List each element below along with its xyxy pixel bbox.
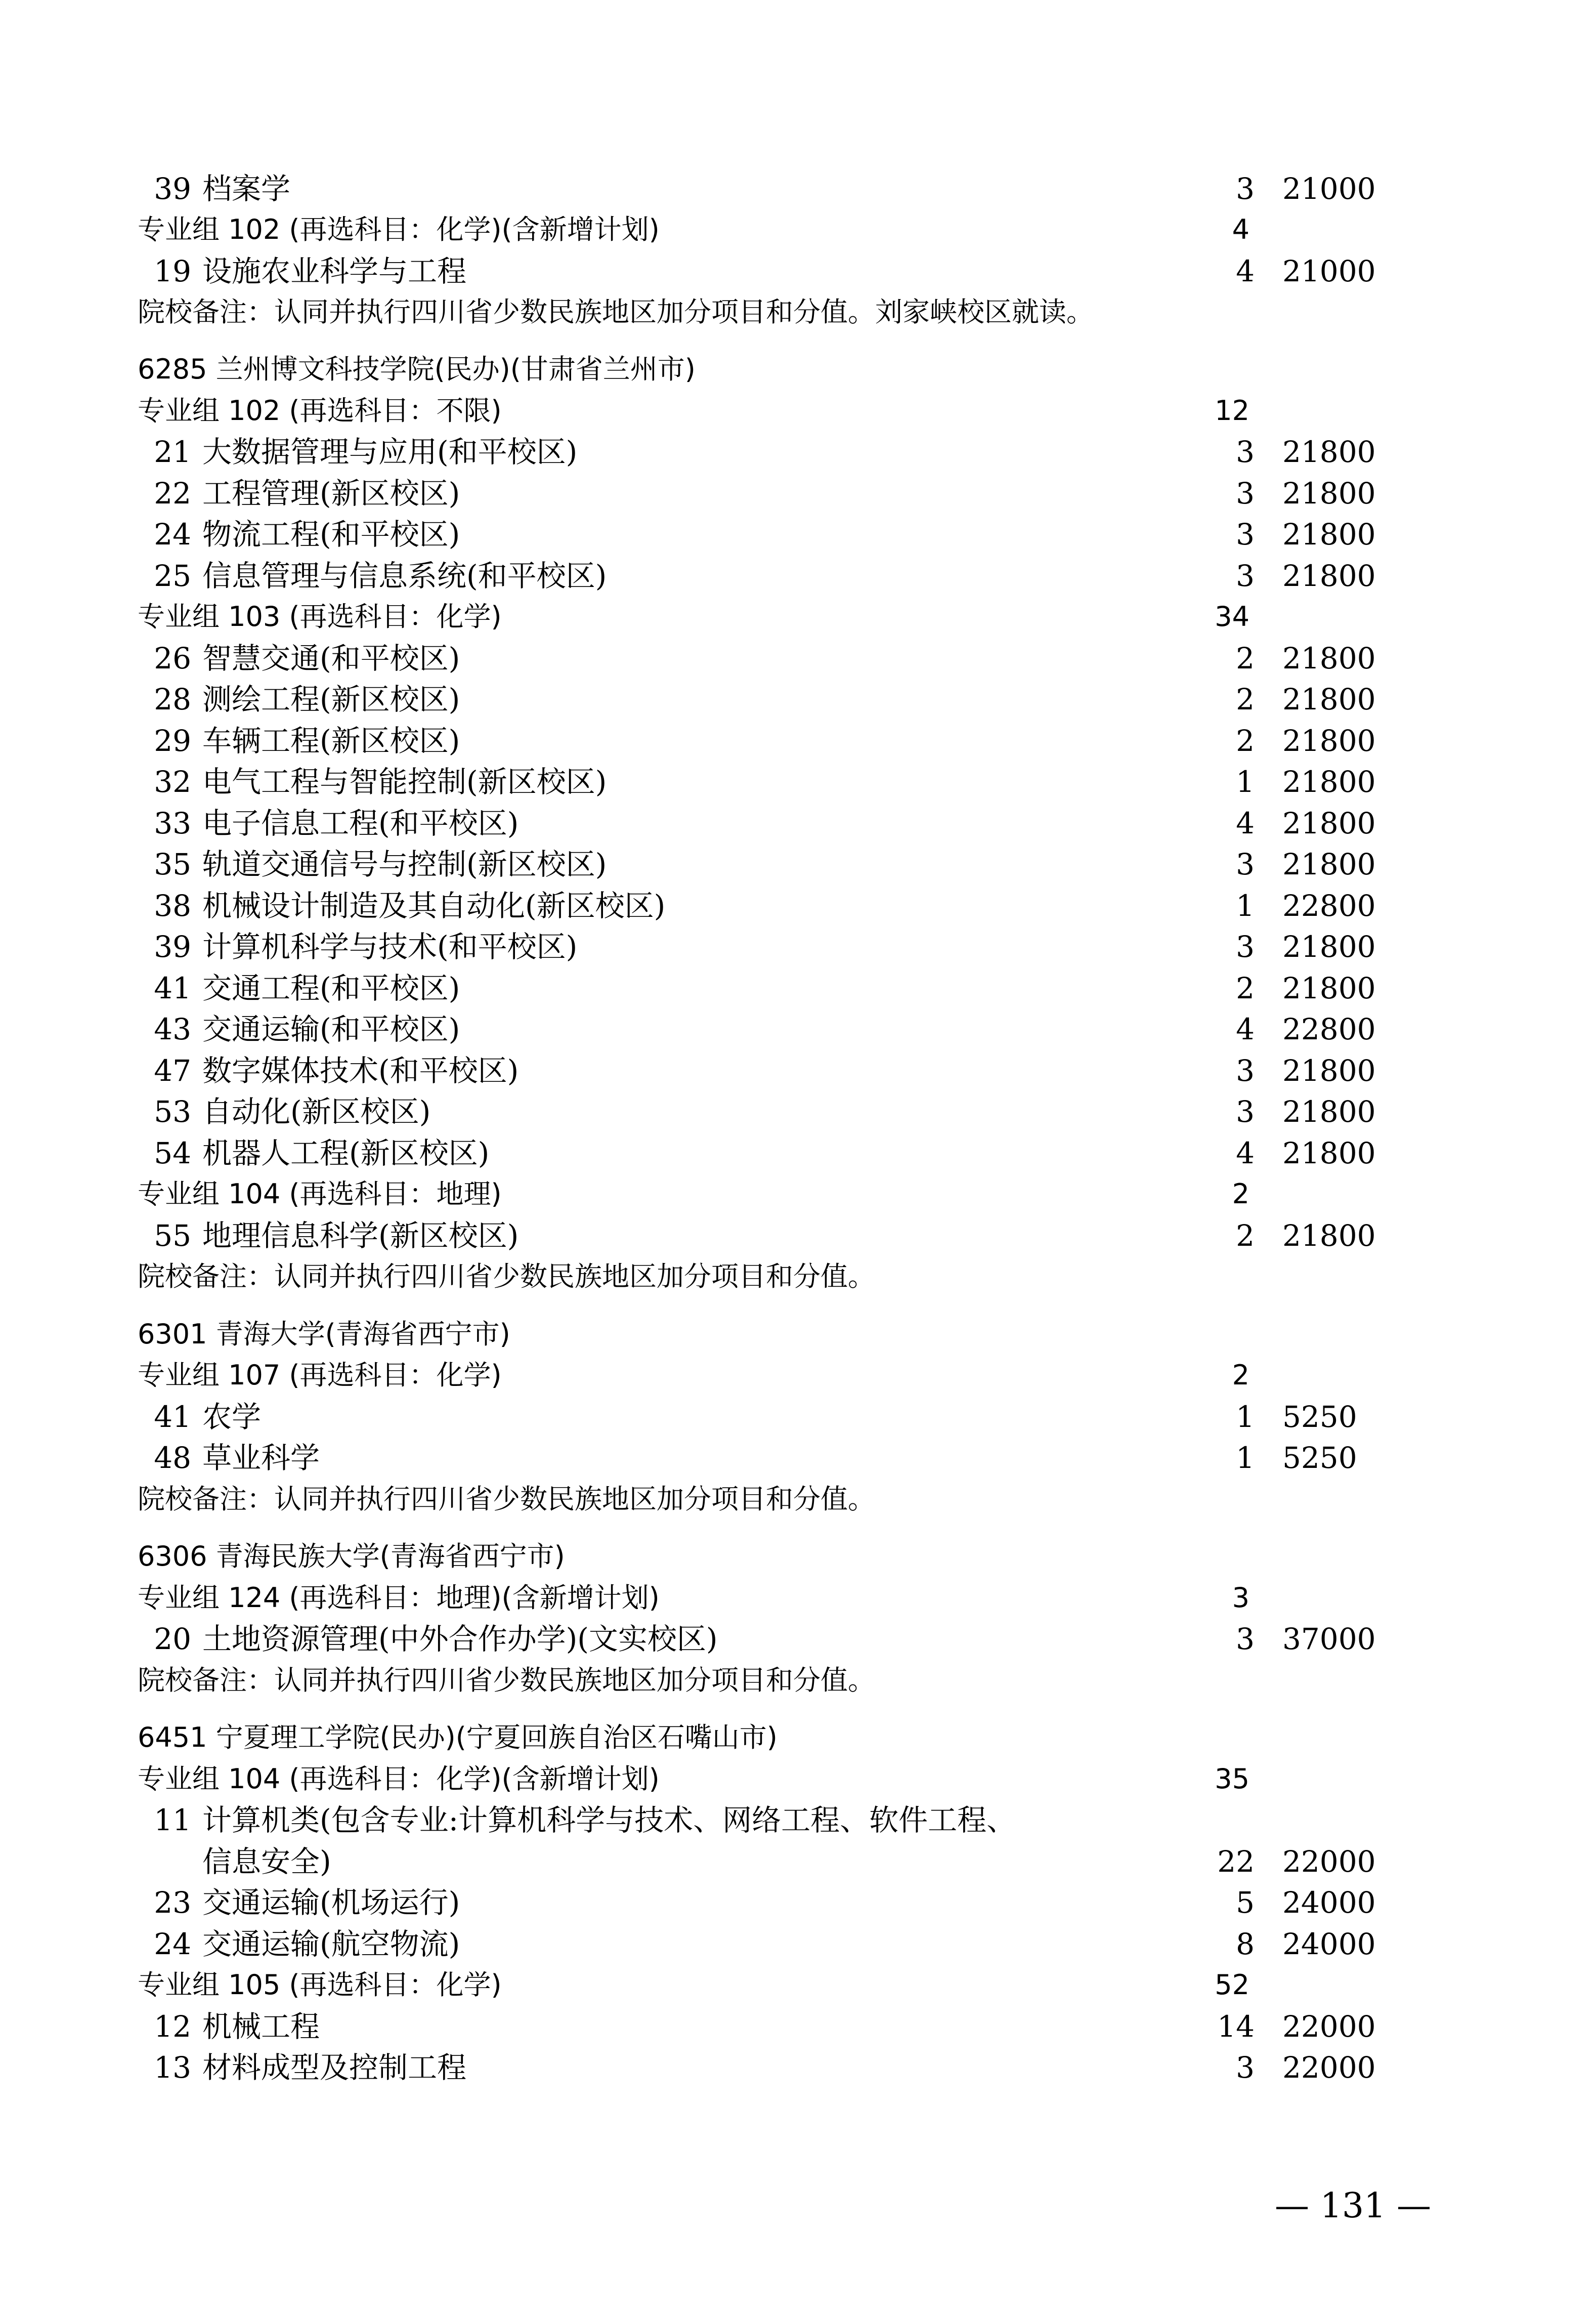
major-code: 43: [154, 1012, 191, 1046]
tuition-fee: 24000: [1282, 1885, 1376, 1920]
major-code: 54: [154, 1136, 191, 1170]
plan-count: 2: [1236, 1218, 1255, 1253]
major-row: [0, 556, 1596, 596]
tuition-fee: 21800: [1282, 559, 1376, 593]
plan-count: 2: [1236, 682, 1255, 716]
major-group-row: [0, 597, 1596, 637]
school-note-text: 院校备注：认同并执行四川省少数民族地区加分项目和分值。刘家峡校区就读。: [138, 296, 1094, 328]
major-name: 测绘工程(新区校区): [202, 682, 460, 716]
major-row: [0, 1619, 1596, 1659]
major-name: 车辆工程(新区校区): [202, 724, 460, 758]
school-note-text: 院校备注：认同并执行四川省少数民族地区加分项目和分值。: [138, 1483, 875, 1515]
major-code: 29: [154, 724, 191, 758]
school-note: [0, 292, 1596, 332]
plan-count: 1: [1236, 765, 1255, 799]
plan-count: 4: [1236, 254, 1255, 288]
major-row: [0, 1215, 1596, 1256]
major-name: 自动化(新区校区): [202, 1094, 431, 1129]
major-name: 机器人工程(新区校区): [202, 1136, 490, 1170]
major-name: 工程管理(新区校区): [202, 476, 460, 511]
major-group-row: [0, 1578, 1596, 1618]
school-note: [0, 1660, 1596, 1701]
major-row: [0, 638, 1596, 679]
major-row: [0, 514, 1596, 555]
major-group-row: [0, 1965, 1596, 2005]
plan-count: 2: [1236, 641, 1255, 676]
major-row: [0, 1882, 1596, 1923]
tuition-fee: 21800: [1282, 724, 1376, 758]
tuition-fee: 5250: [1282, 1400, 1357, 1434]
tuition-fee: 5250: [1282, 1441, 1357, 1475]
major-code: 20: [154, 1622, 191, 1656]
school-name: 6301 青海大学(青海省西宁市): [138, 1318, 510, 1350]
tuition-fee: 21800: [1282, 930, 1376, 964]
major-name: 信息安全): [202, 1844, 331, 1879]
school-note: [0, 1479, 1596, 1520]
school-header: [0, 1536, 1596, 1577]
tuition-fee: 21800: [1282, 476, 1376, 511]
plan-count: 4: [1236, 806, 1255, 840]
major-name: 电气工程与智能控制(新区校区): [202, 765, 607, 799]
tuition-fee: 22000: [1282, 2009, 1376, 2044]
major-group-row: [0, 1174, 1596, 1214]
major-code: 23: [154, 1885, 191, 1920]
group-plan-count: 2: [1232, 1178, 1249, 1210]
major-row: [0, 679, 1596, 720]
group-plan-count: 4: [1232, 214, 1249, 245]
major-code: 28: [154, 682, 191, 716]
major-row: [0, 803, 1596, 844]
major-code: 39: [154, 930, 191, 964]
plan-count: 3: [1236, 2050, 1255, 2085]
school-header: [0, 349, 1596, 390]
major-name: 大数据管理与应用(和平校区): [202, 435, 578, 469]
tuition-fee: 22000: [1282, 1844, 1376, 1879]
plan-count: 3: [1236, 435, 1255, 469]
major-name: 土地资源管理(中外合作办学)(文实校区): [202, 1622, 718, 1656]
tuition-fee: 22000: [1282, 2050, 1376, 2085]
major-code: 41: [154, 971, 191, 1005]
plan-count: 3: [1236, 476, 1255, 511]
plan-count: 3: [1236, 517, 1255, 552]
major-row: [0, 1841, 1596, 1882]
tuition-fee: 22800: [1282, 889, 1376, 923]
major-name: 地理信息科学(新区校区): [202, 1218, 519, 1253]
major-row: [0, 968, 1596, 1008]
major-name: 草业科学: [202, 1441, 320, 1475]
major-group-label: 专业组 103 (再选科目：化学): [138, 601, 502, 633]
major-row: [0, 1800, 1596, 1840]
school-name: 6306 青海民族大学(青海省西宁市): [138, 1540, 565, 1572]
major-row: [0, 1050, 1596, 1091]
major-name: 机械工程: [202, 2009, 320, 2044]
tuition-fee: 21800: [1282, 806, 1376, 840]
tuition-fee: 21800: [1282, 1094, 1376, 1129]
school-name: 6451 宁夏理工学院(民办)(宁夏回族自治区石嘴山市): [138, 1721, 778, 1753]
plan-count: 2: [1236, 971, 1255, 1005]
major-code: 12: [154, 2009, 191, 2044]
major-code: 33: [154, 806, 191, 840]
major-name: 交通运输(和平校区): [202, 1012, 460, 1046]
major-name: 计算机科学与技术(和平校区): [202, 930, 578, 964]
group-plan-count: 34: [1215, 601, 1249, 633]
major-row: [0, 432, 1596, 472]
school-header: [0, 1314, 1596, 1355]
major-name: 信息管理与信息系统(和平校区): [202, 559, 607, 593]
group-plan-count: 12: [1215, 395, 1249, 427]
major-group-row: [0, 1759, 1596, 1799]
plan-count: 5: [1236, 1885, 1255, 1920]
major-row: [0, 1438, 1596, 1478]
major-name: 交通工程(和平校区): [202, 971, 460, 1005]
major-name: 交通运输(机场运行): [202, 1885, 460, 1920]
major-code: 26: [154, 641, 191, 676]
plan-count: 3: [1236, 1053, 1255, 1088]
major-group-label: 专业组 104 (再选科目：化学)(含新增计划): [138, 1763, 660, 1795]
major-row: [0, 1009, 1596, 1049]
tuition-fee: 21800: [1282, 682, 1376, 716]
major-group-row: [0, 1355, 1596, 1396]
plan-count: 1: [1236, 1400, 1255, 1434]
plan-count: 3: [1236, 172, 1255, 206]
school-name: 6285 兰州博文科技学院(民办)(甘肃省兰州市): [138, 353, 696, 385]
major-code: 48: [154, 1441, 191, 1475]
major-code: 21: [154, 435, 191, 469]
plan-count: 1: [1236, 1441, 1255, 1475]
major-code: 55: [154, 1218, 191, 1253]
major-group-row: [0, 391, 1596, 431]
major-name: 农学: [202, 1400, 262, 1434]
tuition-fee: 21800: [1282, 1053, 1376, 1088]
plan-count: 22: [1217, 1844, 1255, 1879]
major-code: 53: [154, 1094, 191, 1129]
plan-count: 1: [1236, 889, 1255, 923]
major-code: 25: [154, 559, 191, 593]
plan-count: 3: [1236, 559, 1255, 593]
major-group-label: 专业组 107 (再选科目：化学): [138, 1359, 502, 1391]
school-note-text: 院校备注：认同并执行四川省少数民族地区加分项目和分值。: [138, 1260, 875, 1292]
major-row: [0, 2006, 1596, 2047]
major-row: [0, 1133, 1596, 1173]
tuition-fee: 37000: [1282, 1622, 1376, 1656]
major-row: [0, 473, 1596, 514]
major-group-label: 专业组 104 (再选科目：地理): [138, 1178, 502, 1210]
major-code: 35: [154, 847, 191, 881]
tuition-fee: 21800: [1282, 1218, 1376, 1253]
tuition-fee: 21800: [1282, 765, 1376, 799]
major-name: 材料成型及控制工程: [202, 2050, 467, 2085]
plan-count: 4: [1236, 1012, 1255, 1046]
major-row: [0, 844, 1596, 884]
major-code: 22: [154, 476, 191, 511]
plan-count: 4: [1236, 1136, 1255, 1170]
major-code: 38: [154, 889, 191, 923]
major-code: 47: [154, 1053, 191, 1088]
major-name: 设施农业科学与工程: [202, 254, 467, 288]
group-plan-count: 2: [1232, 1359, 1249, 1391]
major-code: 41: [154, 1400, 191, 1434]
major-group-label: 专业组 105 (再选科目：化学): [138, 1969, 502, 2001]
group-plan-count: 3: [1232, 1582, 1249, 1614]
major-row: [0, 1091, 1596, 1132]
major-row: [0, 886, 1596, 926]
major-row: [0, 762, 1596, 802]
tuition-fee: 21000: [1282, 172, 1376, 206]
major-row: [0, 1924, 1596, 1964]
tuition-fee: 21800: [1282, 847, 1376, 881]
major-group-row: [0, 209, 1596, 250]
school-header: [0, 1717, 1596, 1758]
school-note-text: 院校备注：认同并执行四川省少数民族地区加分项目和分值。: [138, 1664, 875, 1696]
major-group-label: 专业组 102 (再选科目：化学)(含新增计划): [138, 214, 660, 245]
plan-count: 3: [1236, 1622, 1255, 1656]
tuition-fee: 24000: [1282, 1927, 1376, 1961]
tuition-fee: 21800: [1282, 641, 1376, 676]
group-plan-count: 52: [1215, 1969, 1249, 2001]
major-row: [0, 1397, 1596, 1437]
page-number: — 131 —: [1275, 2186, 1432, 2226]
school-note: [0, 1256, 1596, 1297]
major-code: 11: [154, 1803, 191, 1837]
plan-count: 14: [1217, 2009, 1255, 2044]
major-group-label: 专业组 124 (再选科目：地理)(含新增计划): [138, 1582, 660, 1614]
major-row: [0, 251, 1596, 291]
plan-count: 3: [1236, 930, 1255, 964]
tuition-fee: 21000: [1282, 254, 1376, 288]
major-code: 24: [154, 1927, 191, 1961]
major-row: [0, 168, 1596, 209]
major-code: 13: [154, 2050, 191, 2085]
plan-count: 2: [1236, 724, 1255, 758]
plan-count: 3: [1236, 1094, 1255, 1129]
major-name: 物流工程(和平校区): [202, 517, 460, 552]
major-code: 24: [154, 517, 191, 552]
major-code: 39: [154, 172, 191, 206]
major-code: 19: [154, 254, 191, 288]
tuition-fee: 21800: [1282, 517, 1376, 552]
major-row: [0, 2047, 1596, 2088]
major-name: 计算机类(包含专业:计算机科学与技术、网络工程、软件工程、: [202, 1803, 1016, 1837]
major-name: 智慧交通(和平校区): [202, 641, 460, 676]
tuition-fee: 21800: [1282, 1136, 1376, 1170]
plan-count: 8: [1236, 1927, 1255, 1961]
major-group-label: 专业组 102 (再选科目：不限): [138, 395, 502, 427]
major-name: 交通运输(航空物流): [202, 1927, 460, 1961]
tuition-fee: 21800: [1282, 971, 1376, 1005]
plan-count: 3: [1236, 847, 1255, 881]
major-name: 档案学: [202, 172, 291, 206]
major-row: [0, 721, 1596, 761]
major-row: [0, 926, 1596, 967]
major-name: 轨道交通信号与控制(新区校区): [202, 847, 607, 881]
major-name: 机械设计制造及其自动化(新区校区): [202, 889, 666, 923]
tuition-fee: 22800: [1282, 1012, 1376, 1046]
major-name: 数字媒体技术(和平校区): [202, 1053, 519, 1088]
tuition-fee: 21800: [1282, 435, 1376, 469]
group-plan-count: 35: [1215, 1763, 1249, 1795]
major-name: 电子信息工程(和平校区): [202, 806, 519, 840]
major-code: 32: [154, 765, 191, 799]
